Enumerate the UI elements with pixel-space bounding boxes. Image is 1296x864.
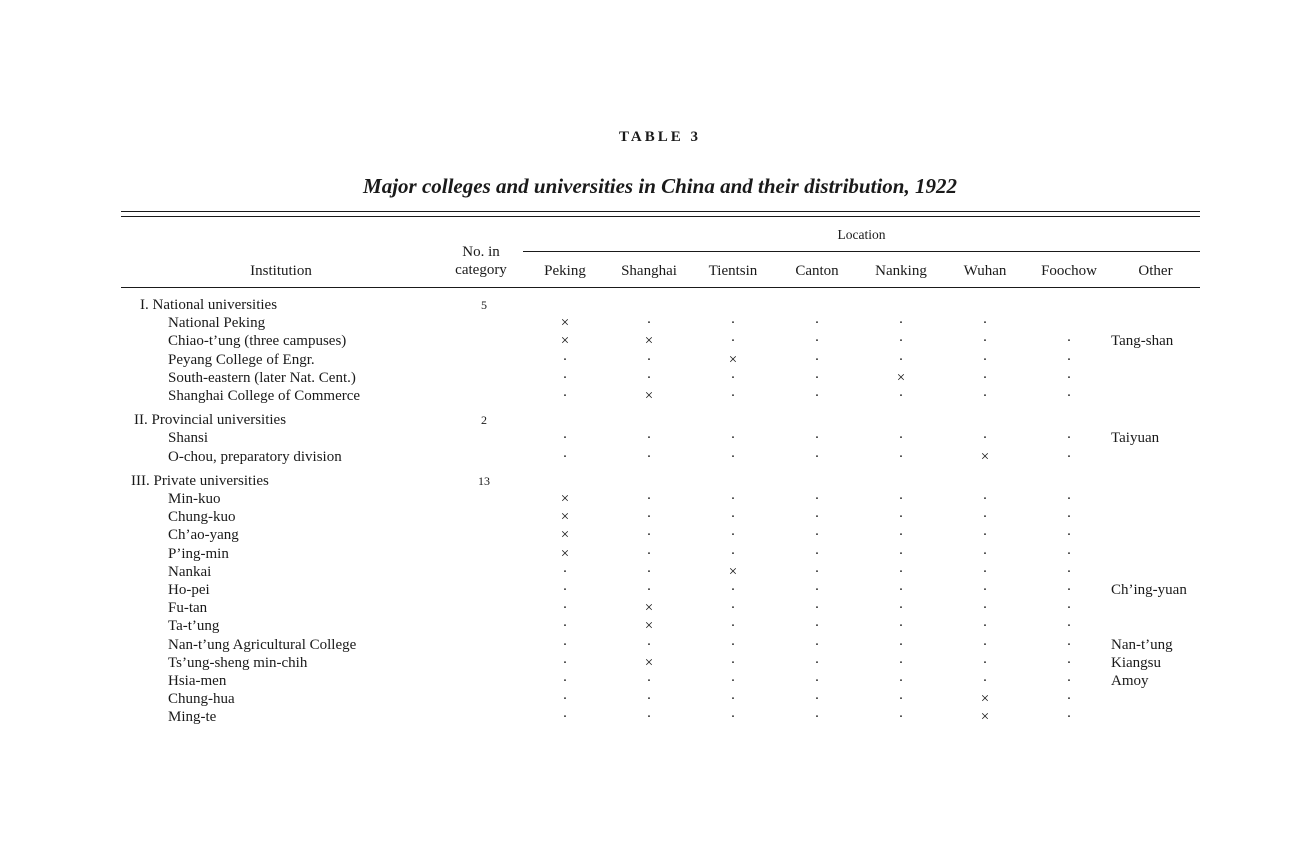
absence-dot: · [814, 315, 820, 332]
absence-dot: · [898, 563, 904, 580]
absence-dot: · [562, 369, 568, 386]
absence-dot: · [730, 315, 736, 332]
absence-dot: · [562, 448, 568, 465]
section-label: II. Provincial universities [134, 412, 287, 429]
institution-name: Nan-t’ung Agricultural College [168, 636, 357, 653]
absence-dot: · [562, 388, 568, 404]
absence-dot: · [562, 582, 568, 598]
absence-dot: · [982, 333, 988, 350]
absence-dot: · [982, 491, 988, 507]
absence-dot: · [982, 351, 988, 368]
absence-dot: · [646, 509, 652, 526]
absence-dot: · [814, 691, 820, 708]
absence-dot: · [646, 545, 652, 562]
institution-name: Fu-tan [168, 600, 208, 617]
absence-dot: · [814, 351, 820, 368]
absence-dot: · [982, 563, 988, 580]
institution-name: Ho-pei [168, 582, 210, 598]
column-header-tientsin: Tientsin [708, 263, 758, 279]
institution-name: Chung-hua [168, 691, 235, 708]
absence-dot: · [814, 636, 820, 653]
top-rule [121, 211, 1200, 212]
institution-name: O-chou, preparatory division [168, 448, 342, 465]
absence-dot: · [562, 654, 568, 671]
absence-dot: · [814, 448, 820, 465]
absence-dot: · [814, 509, 820, 526]
presence-mark: × [644, 388, 654, 404]
presence-mark: × [560, 333, 570, 350]
column-header-other: Other [1138, 263, 1173, 279]
table-number: TABLE 3 [619, 129, 701, 145]
absence-dot: · [898, 654, 904, 671]
absence-dot: · [562, 709, 568, 726]
absence-dot: · [562, 691, 568, 708]
presence-mark: × [980, 691, 990, 708]
absence-dot: · [646, 369, 652, 386]
institution-name: Chiao-t’ung (three campuses) [168, 333, 347, 350]
section-label: III. Private universities [131, 472, 269, 489]
table-title: Major colleges and universities in China and their distribution, 1922 [363, 174, 957, 198]
other-location: Taiyuan [1111, 430, 1160, 447]
absence-dot: · [1066, 691, 1072, 708]
other-location: Ch’ing-yuan [1111, 582, 1187, 598]
absence-dot: · [730, 691, 736, 708]
absence-dot: · [898, 527, 904, 544]
absence-dot: · [730, 333, 736, 350]
absence-dot: · [814, 430, 820, 447]
absence-dot: · [1066, 430, 1072, 447]
absence-dot: · [646, 430, 652, 447]
section-count: 5 [481, 298, 487, 312]
absence-dot: · [1066, 618, 1072, 635]
absence-dot: · [646, 527, 652, 544]
institution-name: Min-kuo [168, 491, 221, 507]
absence-dot: · [1066, 709, 1072, 726]
absence-dot: · [982, 545, 988, 562]
absence-dot: · [1066, 563, 1072, 580]
absence-dot: · [814, 582, 820, 598]
absence-dot: · [1066, 509, 1072, 526]
institution-name: Hsia-men [168, 673, 227, 689]
absence-dot: · [1066, 527, 1072, 544]
presence-mark: × [728, 351, 738, 368]
absence-dot: · [814, 527, 820, 544]
absence-dot: · [562, 618, 568, 635]
presence-mark: × [980, 709, 990, 726]
institution-name: Ming-te [168, 709, 217, 726]
absence-dot: · [1066, 333, 1072, 350]
absence-dot: · [730, 527, 736, 544]
absence-dot: · [1066, 369, 1072, 386]
absence-dot: · [898, 600, 904, 617]
absence-dot: · [646, 636, 652, 653]
absence-dot: · [982, 618, 988, 635]
absence-dot: · [730, 388, 736, 404]
absence-dot: · [814, 388, 820, 404]
absence-dot: · [814, 491, 820, 507]
absence-dot: · [898, 333, 904, 350]
absence-dot: · [898, 388, 904, 404]
absence-dot: · [730, 369, 736, 386]
institution-name: Nankai [168, 563, 212, 580]
absence-dot: · [982, 369, 988, 386]
absence-dot: · [898, 509, 904, 526]
presence-mark: × [560, 509, 570, 526]
presence-mark: × [896, 369, 906, 386]
absence-dot: · [814, 654, 820, 671]
presence-mark: × [560, 527, 570, 544]
section-count: 13 [478, 473, 490, 488]
absence-dot: · [814, 369, 820, 386]
absence-dot: · [730, 709, 736, 726]
absence-dot: · [1066, 636, 1072, 653]
institution-name: Ta-t’ung [168, 618, 220, 635]
absence-dot: · [730, 491, 736, 507]
absence-dot: · [898, 709, 904, 726]
absence-dot: · [898, 448, 904, 465]
absence-dot: · [730, 582, 736, 598]
absence-dot: · [730, 673, 736, 689]
absence-dot: · [562, 430, 568, 447]
column-header-foochow: Foochow [1041, 263, 1097, 279]
absence-dot: · [1066, 600, 1072, 617]
column-header-peking: Peking [544, 263, 586, 279]
absence-dot: · [1066, 388, 1072, 404]
institution-name: Ch’ao-yang [168, 527, 239, 544]
absence-dot: · [730, 654, 736, 671]
other-location: Amoy [1111, 673, 1149, 689]
absence-dot: · [646, 448, 652, 465]
absence-dot: · [730, 430, 736, 447]
presence-mark: × [644, 654, 654, 671]
absence-dot: · [814, 333, 820, 350]
top-rule-second [121, 216, 1200, 217]
section-label: I. National universities [140, 297, 278, 313]
presence-mark: × [560, 315, 570, 332]
absence-dot: · [562, 636, 568, 653]
section-count: 2 [481, 413, 487, 428]
absence-dot: · [898, 491, 904, 507]
absence-dot: · [982, 636, 988, 653]
absence-dot: · [898, 673, 904, 689]
presence-mark: × [644, 333, 654, 350]
column-header-canton: Canton [795, 263, 839, 279]
column-header-shanghai: Shanghai [621, 263, 677, 279]
absence-dot: · [1066, 582, 1072, 598]
location-header: Location [837, 227, 886, 242]
absence-dot: · [730, 636, 736, 653]
presence-mark: × [644, 618, 654, 635]
other-location: Tang-shan [1111, 333, 1174, 350]
absence-dot: · [814, 618, 820, 635]
absence-dot: · [646, 673, 652, 689]
absence-dot: · [898, 545, 904, 562]
absence-dot: · [646, 709, 652, 726]
absence-dot: · [562, 673, 568, 689]
presence-mark: × [644, 600, 654, 617]
other-location: Nan-t’ung [1111, 636, 1173, 653]
absence-dot: · [646, 491, 652, 507]
institution-name: Chung-kuo [168, 509, 236, 526]
absence-dot: · [730, 545, 736, 562]
absence-dot: · [982, 315, 988, 332]
absence-dot: · [562, 563, 568, 580]
absence-dot: · [562, 351, 568, 368]
absence-dot: · [982, 673, 988, 689]
absence-dot: · [898, 618, 904, 635]
absence-dot: · [646, 315, 652, 332]
other-location: Kiangsu [1111, 654, 1161, 671]
institution-name: Peyang College of Engr. [168, 351, 315, 368]
column-header-nanking: Nanking [875, 263, 927, 279]
absence-dot: · [646, 582, 652, 598]
absence-dot: · [982, 582, 988, 598]
location-rule [523, 251, 1200, 252]
absence-dot: · [982, 430, 988, 447]
absence-dot: · [898, 691, 904, 708]
institution-name: Ts’ung-sheng min-chih [168, 654, 308, 671]
absence-dot: · [562, 600, 568, 617]
presence-mark: × [560, 491, 570, 507]
absence-dot: · [898, 582, 904, 598]
absence-dot: · [898, 351, 904, 368]
institution-name: Shansi [168, 430, 209, 447]
institution-name: Shanghai College of Commerce [168, 388, 361, 404]
absence-dot: · [1066, 448, 1072, 465]
absence-dot: · [646, 351, 652, 368]
presence-mark: × [728, 563, 738, 580]
absence-dot: · [982, 600, 988, 617]
absence-dot: · [982, 654, 988, 671]
absence-dot: · [982, 527, 988, 544]
absence-dot: · [982, 509, 988, 526]
absence-dot: · [1066, 491, 1072, 507]
absence-dot: · [730, 509, 736, 526]
count-header: No. in category [455, 244, 507, 278]
institution-name: National Peking [168, 315, 266, 332]
column-header-wuhan: Wuhan [963, 263, 1007, 279]
absence-dot: · [814, 709, 820, 726]
absence-dot: · [1066, 545, 1072, 562]
absence-dot: · [898, 636, 904, 653]
institution-header: Institution [250, 263, 312, 279]
absence-dot: · [730, 448, 736, 465]
absence-dot: · [1066, 673, 1072, 689]
absence-dot: · [814, 673, 820, 689]
absence-dot: · [646, 691, 652, 708]
header-bottom-rule [121, 287, 1200, 288]
absence-dot: · [814, 563, 820, 580]
absence-dot: · [814, 600, 820, 617]
absence-dot: · [898, 315, 904, 332]
absence-dot: · [646, 563, 652, 580]
absence-dot: · [1066, 351, 1072, 368]
institution-name: P’ing-min [168, 545, 229, 562]
absence-dot: · [814, 545, 820, 562]
absence-dot: · [898, 430, 904, 447]
absence-dot: · [982, 388, 988, 404]
presence-mark: × [560, 545, 570, 562]
presence-mark: × [980, 448, 990, 465]
absence-dot: · [730, 600, 736, 617]
absence-dot: · [730, 618, 736, 635]
absence-dot: · [1066, 654, 1072, 671]
institution-name: South-eastern (later Nat. Cent.) [168, 369, 356, 386]
